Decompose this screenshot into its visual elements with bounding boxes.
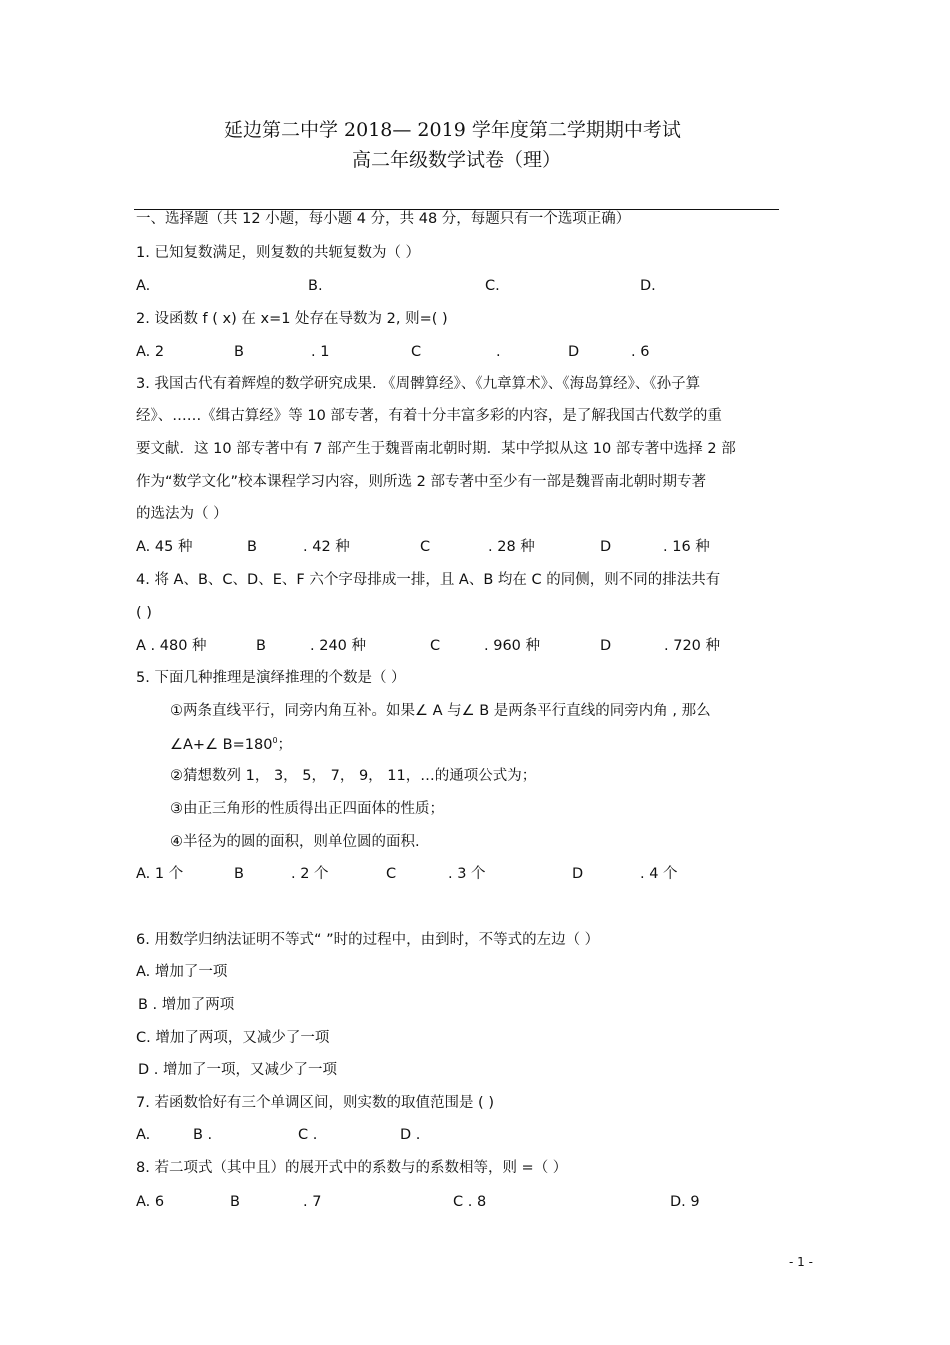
q3-option-b-letter: B [247,539,257,555]
q5-option-d-letter: D [572,866,584,882]
question-5-stem: 5. 下面几种推理是演绎推理的个数是（ ） [136,670,406,686]
q5-option-c-value: . 3 个 [448,866,486,882]
q3-option-c-value: . 28 种 [488,539,535,555]
q3-option-d-letter: D [600,539,612,555]
q6-option-b: B . 增加了两项 [138,997,235,1013]
question-6-stem: 6. 用数学归纳法证明不等式“ ”时的过程中，由到时，不等式的左边（ ） [136,932,600,948]
q5-option-d-value: . 4 个 [640,866,678,882]
header-divider [134,209,779,210]
q6-option-d: D . 增加了一项，又减少了一项 [138,1062,337,1078]
q4-option-d-letter: D [600,638,612,654]
question-7-stem: 7. 若函数恰好有三个单调区间，则实数的取值范围是 ( ) [136,1095,494,1111]
q8-option-d: D. 9 [670,1194,700,1210]
q2-option-b-value: . 1 [311,344,330,360]
q5-statement-3: ③由正三角形的性质得出正四面体的性质； [170,801,444,817]
q2-option-d-letter: D [568,344,580,360]
q1-option-c: C. [485,278,500,294]
q5-option-c-letter: C [386,866,397,882]
q2-option-a: A. 2 [136,344,165,360]
q5-option-b-letter: B [234,866,244,882]
q2-option-c-letter: C [411,344,422,360]
question-4-line-2: ( ) [136,605,152,621]
q7-option-b: B . [193,1127,213,1143]
q8-option-b-value: . 7 [303,1194,322,1210]
q2-option-d-value: . 6 [631,344,650,360]
question-4-line-1: 4. 将 A、B、C、D、E、F 六个字母排成一排，且 A、B 均在 C 的同侧，则不同的排法共有 [136,572,721,588]
q8-option-c: C . 8 [453,1194,487,1210]
question-1-stem: 1. 已知复数满足，则复数的共轭复数为（ ） [136,245,421,261]
q5-statement-4: ④半径为的圆的面积，则单位圆的面积. [170,834,420,850]
q2-option-b-letter: B [234,344,244,360]
question-2-stem: 2. 设函数 f ( x) 在 x=1 处存在导数为 2, 则=( ) [136,311,448,327]
q4-option-b-value: . 240 种 [310,638,367,654]
question-3-line-2: 经》、……《缉古算经》等 10 部专著，有着十分丰富多彩的内容，是了解我国古代数学的重 [136,408,722,424]
q4-option-d-value: . 720 种 [664,638,721,654]
q5-statement-1-line-1: ①两条直线平行，同旁内角互补。如果∠ A 与∠ B 是两条平行直线的同旁内角 , 那么 [170,703,711,719]
page-number: - 1 - [789,1255,813,1269]
exam-title-line1: 延边第二中学 2018— 2019 学年度第二学期期中考试 [224,119,681,141]
q4-option-c-value: . 960 种 [484,638,541,654]
q6-option-c: C. 增加了两项，又减少了一项 [136,1030,330,1046]
q3-option-b-value: . 42 种 [303,539,350,555]
q8-option-b-letter: B [230,1194,240,1210]
q5-option-a: A. 1 个 [136,866,184,882]
degree-superscript: 0 [272,736,278,745]
q1-option-b: B. [308,278,323,294]
section-heading: 一、选择题（共 12 小题，每小题 4 分，共 48 分，每题只有一个选项正确） [136,211,631,227]
question-3-line-5: 的选法为（ ） [136,506,228,522]
q1-option-a: A. [136,278,151,294]
q5-statement-1-line-2: ∠A+∠ $B=180^0$； [170,736,293,753]
question-3-line-4: 作为“数学文化”校本课程学习内容，则所选 2 部专著中至少有一部是魏晋南北朝时期专著 [136,474,706,490]
q2-option-c-value: . [496,344,501,360]
q7-option-a: A. [136,1127,151,1143]
q4-option-a: A . 480 种 [136,638,207,654]
question-8-stem: 8. 若二项式（其中且）的展开式中的系数与的系数相等，则 =（ ） [136,1160,568,1176]
q1-option-d: D. [640,278,656,294]
q7-option-d: D . [400,1127,421,1143]
q4-option-b-letter: B [256,638,266,654]
q5-option-b-value: . 2 个 [291,866,329,882]
q3-option-d-value: . 16 种 [663,539,710,555]
exam-title-line2: 高二年级数学试卷（理） [352,149,562,171]
question-3-line-3: 要文献．这 10 部专著中有 7 部产生于魏晋南北朝时期．某中学拟从这 10 部专著中选择 2 部 [136,441,736,457]
q5-statement-2: ②猜想数列 1， 3， 5， 7， 9， 11，…的通项公式为； [170,768,537,784]
q8-option-a: A. 6 [136,1194,165,1210]
q6-option-a: A. 增加了一项 [136,964,228,980]
q3-option-a: A. 45 种 [136,539,193,555]
question-3-line-1: 3. 我国古代有着辉煌的数学研究成果. 《周髀算经》、《九章算术》、《海岛算经》、《孙子算 [136,376,701,392]
q7-option-c: C . [298,1127,318,1143]
q3-option-c-letter: C [420,539,431,555]
q4-option-c-letter: C [430,638,441,654]
